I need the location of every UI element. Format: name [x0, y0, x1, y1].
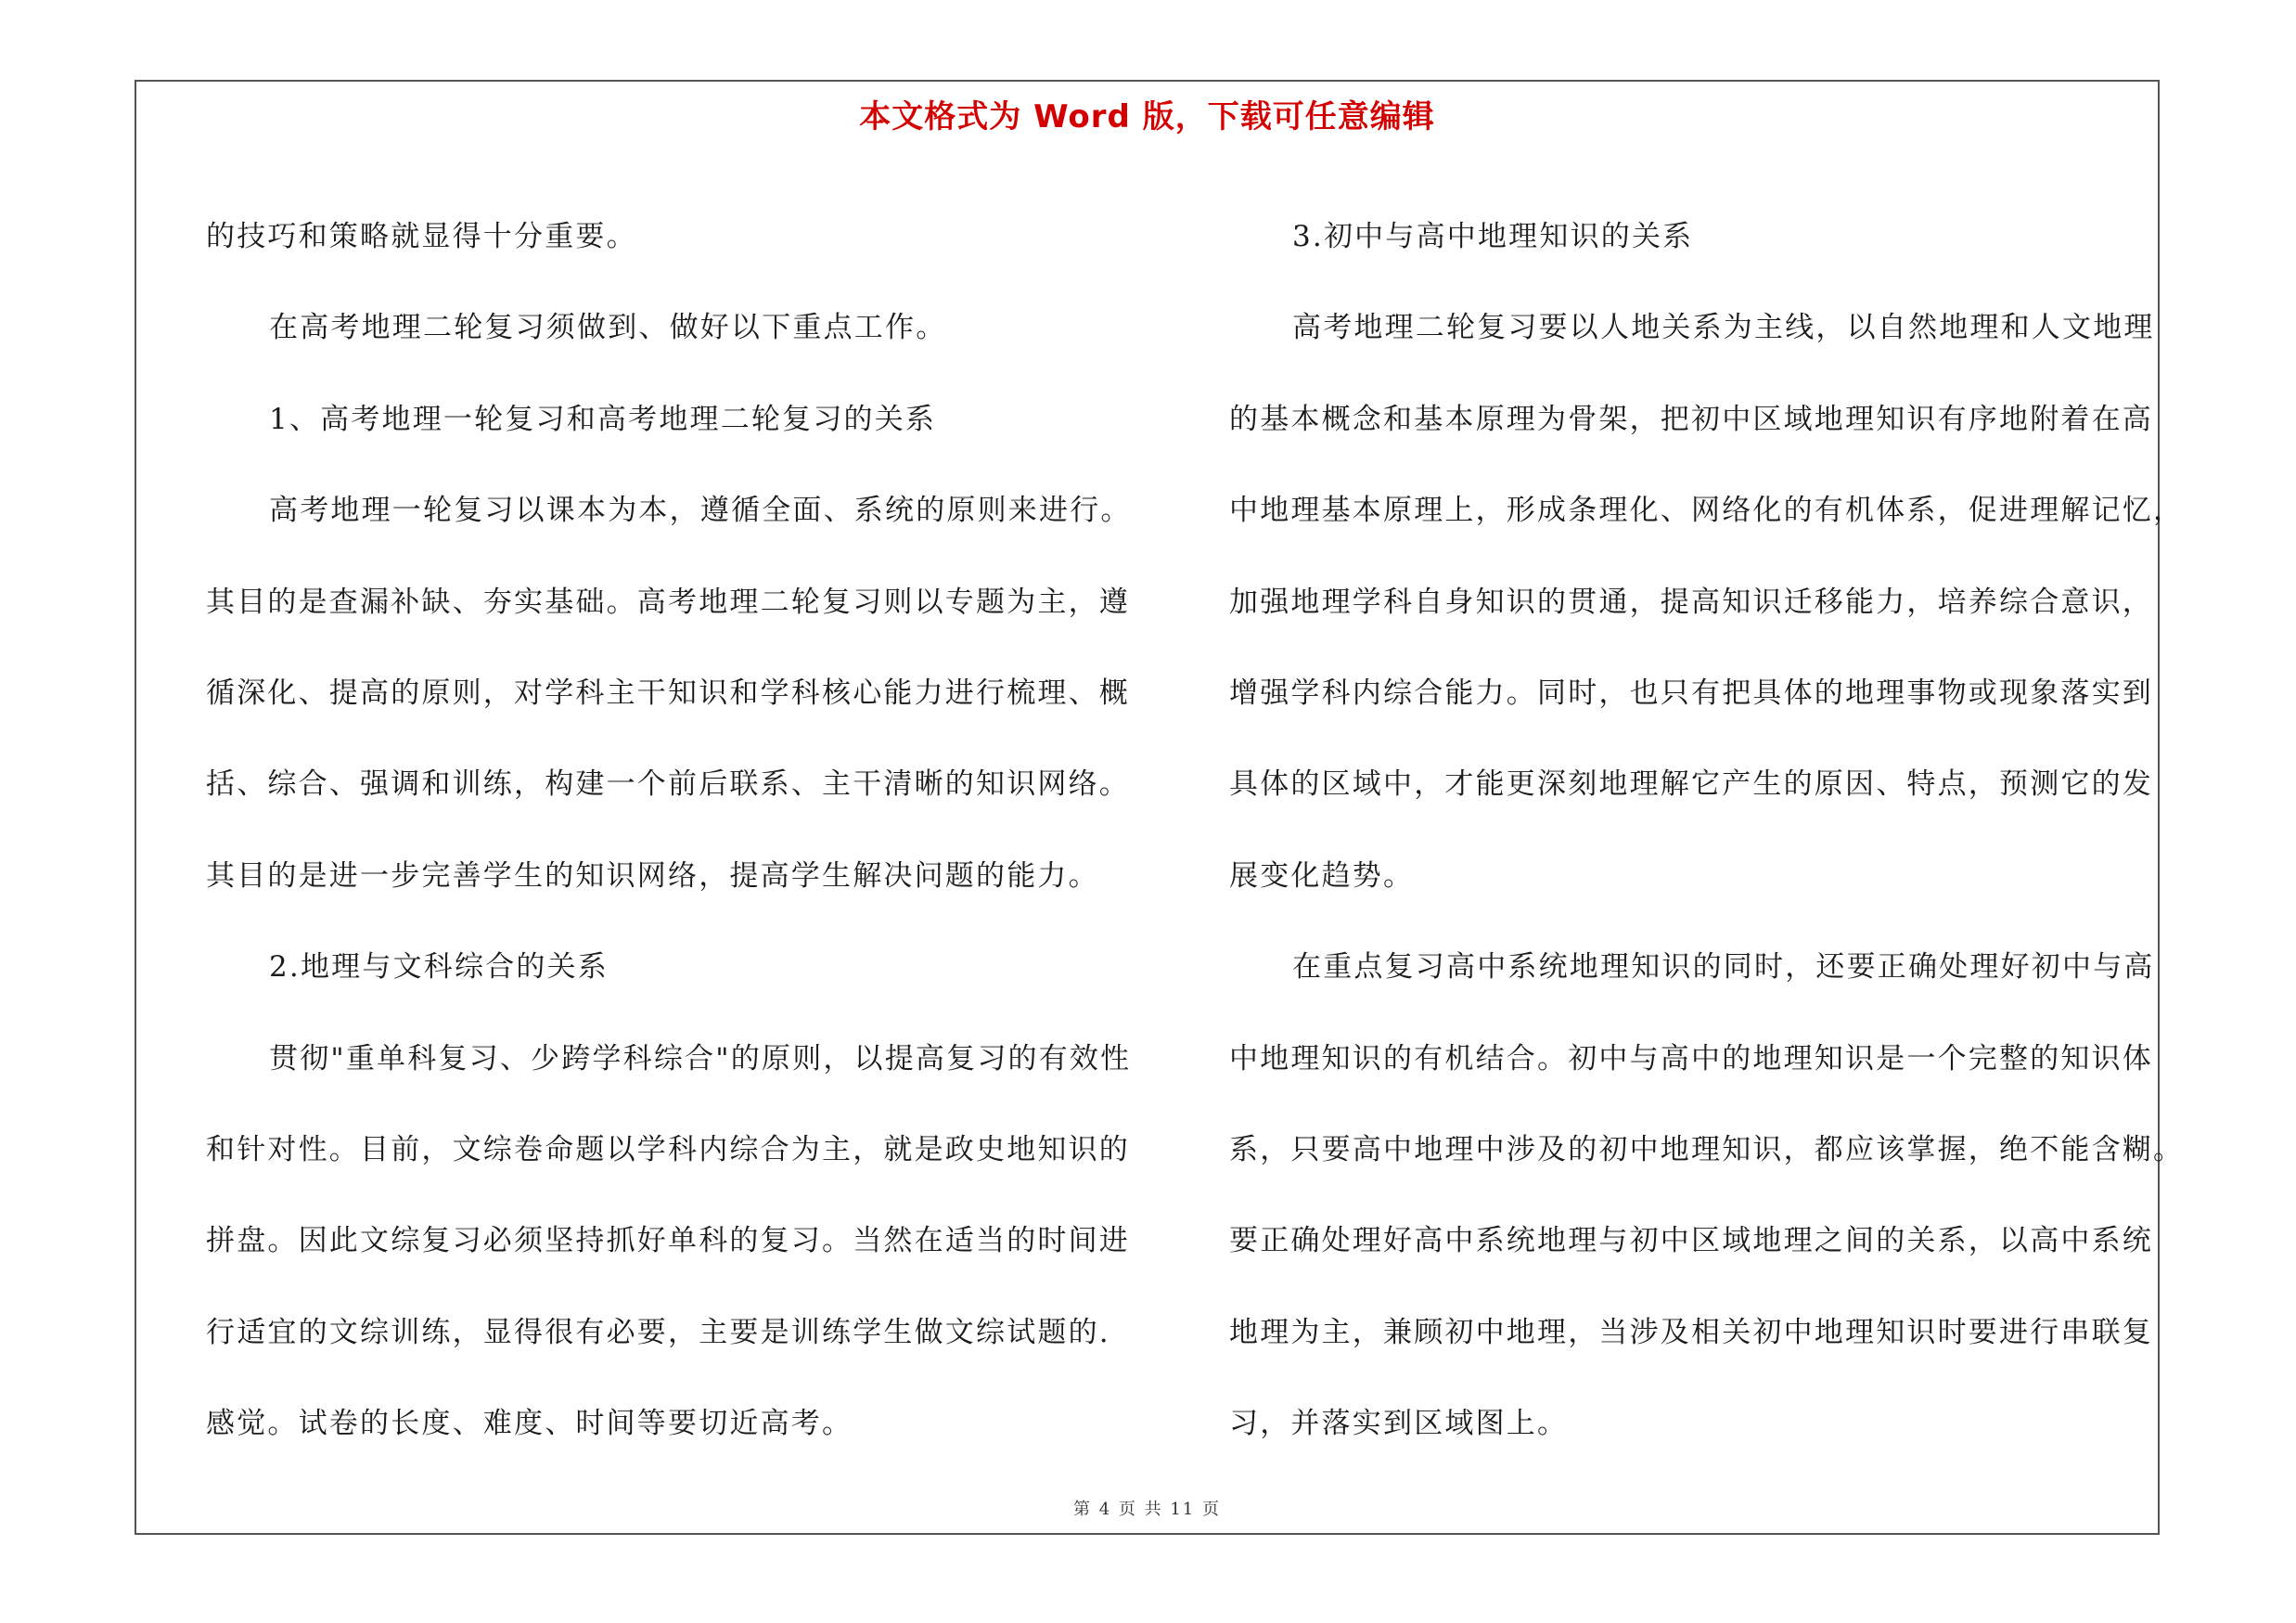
- page-frame: [135, 80, 2185, 1535]
- right-line: 高考地理二轮复习要以人地关系为主线，以自然地理和人文地理: [1292, 311, 2155, 345]
- left-line: 循深化、提高的原则，对学科主干知识和学科核心能力进行梳理、概: [206, 676, 1130, 711]
- right-line: 增强学科内综合能力。同时，也只有把具体的地理事物或现象落实到: [1229, 676, 2153, 711]
- right-line: 加强地理学科自身知识的贯通，提高知识迁移能力，培养综合意识，: [1229, 585, 2153, 619]
- left-line: 其目的是查漏补缺、夯实基础。高考地理二轮复习则以专题为主，遵: [206, 585, 1130, 619]
- right-line: 中地理知识的有机结合。初中与高中的地理知识是一个完整的知识体: [1229, 1041, 2153, 1076]
- section-heading-3: 3.初中与高中地理知识的关系: [1292, 220, 1694, 253]
- left-line: 的技巧和策略就显得十分重要。: [206, 220, 637, 253]
- left-line: 其目的是进一步完善学生的知识网络，提高学生解决问题的能力。: [206, 858, 1099, 893]
- word-format-banner: 本文格式为 Word 版，下载可任意编辑: [859, 98, 1435, 135]
- left-line: 高考地理一轮复习以课本为本，遵循全面、系统的原则来进行。: [269, 494, 1132, 528]
- right-line: 要正确处理好高中系统地理与初中区域地理之间的关系，以高中系统: [1229, 1224, 2153, 1258]
- right-line: 中地理基本原理上，形成条理化、网络化的有机体系，促进理解记忆，: [1229, 494, 2185, 528]
- section-heading-2: 2.地理与文科综合的关系: [269, 950, 609, 985]
- page-number-footer: 第 4 页 共 11 页: [1073, 1500, 1221, 1519]
- left-line: 拼盘。因此文综复习必须坚持抓好单科的复习。当然在适当的时间进: [206, 1224, 1130, 1258]
- left-line: 和针对性。目前，文综卷命题以学科内综合为主，就是政史地知识的: [206, 1133, 1130, 1167]
- left-line: 感觉。试卷的长度、难度、时间等要切近高考。: [206, 1407, 853, 1441]
- right-line: 习，并落实到区域图上。: [1229, 1407, 1569, 1441]
- right-line: 展变化趋势。: [1229, 858, 1415, 893]
- right-column: [1229, 191, 2185, 1470]
- right-line: 的基本概念和基本原理为骨架，把初中区域地理知识有序地附着在高: [1229, 402, 2153, 436]
- right-line: 地理为主，兼顾初中地理，当涉及相关初中地理知识时要进行串联复: [1229, 1315, 2153, 1349]
- right-line: 系，只要高中地理中涉及的初中地理知识，都应该掌握，绝不能含糊。: [1229, 1133, 2185, 1167]
- left-line: 贯彻"重单科复习、少跨学科综合"的原则，以提高复习的有效性: [269, 1041, 1132, 1076]
- left-line: 在高考地理二轮复习须做到、做好以下重点工作。: [269, 311, 947, 345]
- left-line: 行适宜的文综训练，显得很有必要，主要是训练学生做文综试题的.: [206, 1315, 1110, 1349]
- section-heading-1: 1、高考地理一轮复习和高考地理二轮复习的关系: [269, 402, 937, 436]
- left-column: [206, 191, 1130, 1470]
- right-line: 具体的区域中，才能更深刻地理解它产生的原因、特点，预测它的发: [1229, 767, 2153, 802]
- left-line: 括、综合、强调和训练，构建一个前后联系、主干清晰的知识网络。: [206, 767, 1130, 802]
- right-line: 在重点复习高中系统地理知识的同时，还要正确处理好初中与高: [1292, 950, 2155, 985]
